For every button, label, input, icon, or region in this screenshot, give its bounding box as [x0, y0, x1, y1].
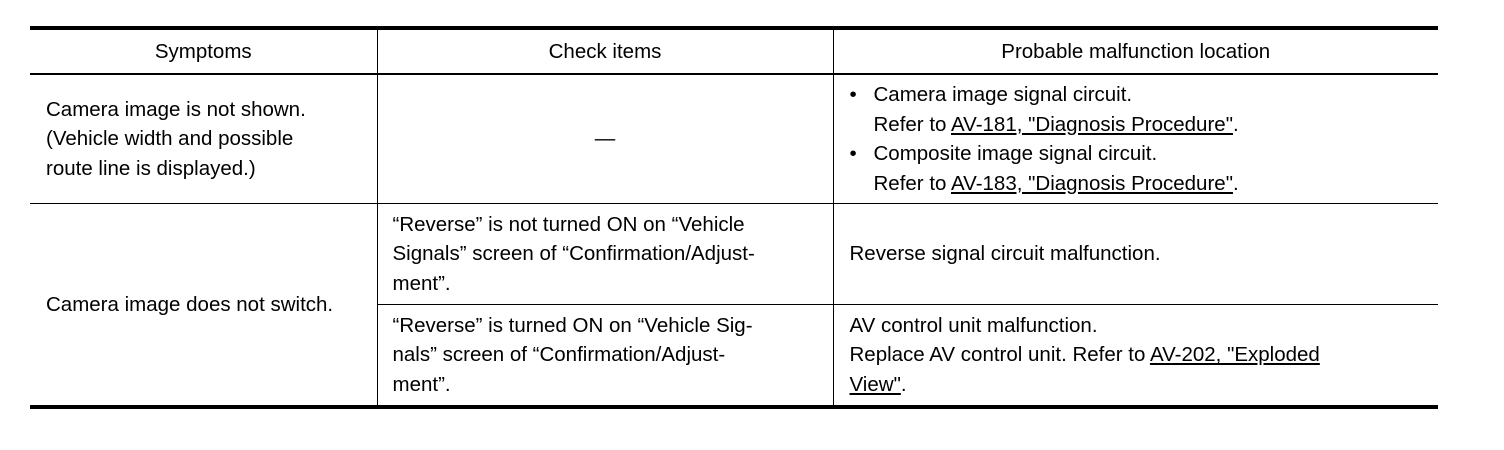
- bullet-icon: •: [849, 142, 857, 165]
- refer-text: Refer to: [873, 112, 951, 136]
- check-text: ment”.: [392, 271, 451, 295]
- refer-text: Replace AV control unit. Refer to: [849, 343, 1150, 367]
- link-av-181[interactable]: AV-181, "Diagnosis Procedure": [951, 112, 1233, 136]
- link-av-183[interactable]: AV-183, "Diagnosis Procedure": [951, 171, 1233, 195]
- check-item-cell: —: [377, 74, 833, 204]
- check-text: ment”.: [392, 372, 451, 396]
- probable-text: AV control unit malfunction.: [849, 313, 1098, 337]
- check-item-cell: [377, 204, 833, 305]
- symptom-cell: Camera image does not switch.: [30, 204, 377, 408]
- bullet-icon: •: [849, 83, 857, 106]
- period-text: .: [1232, 112, 1239, 136]
- period-text: .: [900, 372, 907, 396]
- table-row: [30, 74, 1438, 204]
- diagnosis-table-container: [30, 26, 1438, 409]
- check-text: nals” screen of “Confirmation/Adjust-: [392, 343, 726, 367]
- check-text: “Reverse” is turned ON on “Vehicle Sig-: [392, 313, 753, 337]
- period-text: .: [1232, 171, 1239, 195]
- bullet-title: Camera image signal circuit.: [873, 83, 1133, 106]
- link-av-202-cont[interactable]: View": [849, 372, 901, 396]
- bullet-title: Composite image signal circuit.: [873, 142, 1158, 165]
- refer-text: Refer to: [873, 171, 951, 195]
- link-av-202[interactable]: AV-202, "Exploded: [1149, 343, 1320, 367]
- diagnosis-table: [30, 26, 1438, 409]
- probable-location-cell: [833, 74, 1438, 204]
- check-item-cell: [377, 305, 833, 408]
- header-probable-location: Probable malfunction location: [833, 28, 1438, 74]
- header-check-items: Check items: [377, 28, 833, 74]
- symptom-text: (Vehicle width and possible: [46, 127, 294, 151]
- header-row: [30, 28, 1438, 74]
- probable-location-cell: Reverse signal circuit malfunction.: [833, 204, 1438, 305]
- table-row: [30, 204, 1438, 305]
- check-text: Signals” screen of “Confirmation/Adjust-: [392, 242, 755, 266]
- symptom-text: Camera image is not shown.: [46, 97, 306, 121]
- check-text: “Reverse” is not turned ON on “Vehicle: [392, 212, 745, 236]
- header-symptoms: Symptoms: [30, 28, 377, 74]
- bullet-item: [850, 80, 1429, 139]
- symptom-cell: [30, 74, 377, 204]
- probable-location-cell: [833, 305, 1438, 408]
- symptom-text: route line is displayed.): [46, 156, 256, 180]
- bullet-item: [850, 139, 1429, 198]
